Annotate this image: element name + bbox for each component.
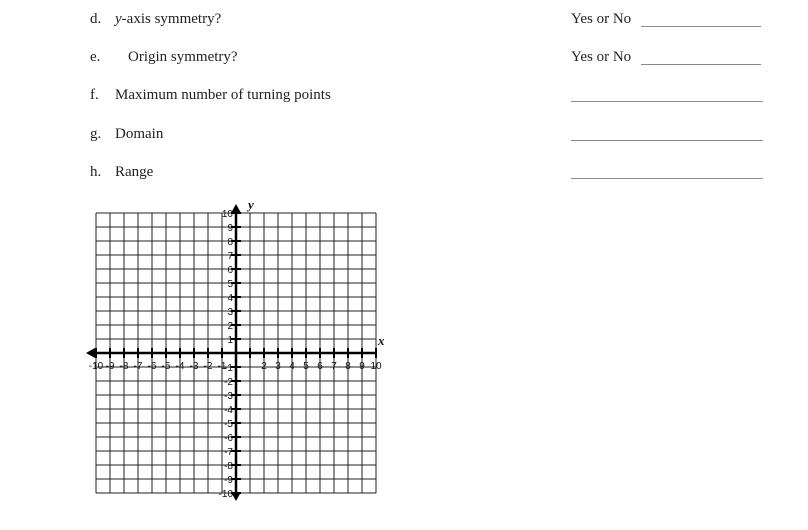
y-tick-label: 9 [227, 223, 233, 234]
question-letter: h. [90, 164, 102, 180]
y-tick-label: 2 [227, 321, 233, 332]
question-text-body: Maximum number of turning points [115, 87, 331, 103]
x-axis-arrow-left [86, 348, 95, 358]
x-tick-label: -10 [88, 361, 104, 372]
y-tick-label: -4 [224, 405, 233, 416]
x-tick-label: 5 [303, 361, 309, 372]
x-tick-label: 6 [317, 361, 323, 372]
y-tick-label: -7 [224, 447, 233, 458]
y-tick-label: -8 [224, 461, 233, 472]
x-tick-label: 10 [370, 361, 382, 372]
x-tick-label: -9 [105, 361, 115, 372]
y-axis-label: y [248, 197, 254, 212]
x-tick-label: -2 [203, 361, 213, 372]
x-tick-label: 9 [359, 361, 365, 372]
question-letter: e. [90, 49, 101, 65]
y-tick-label: 5 [227, 279, 233, 290]
x-tick-label: 7 [331, 361, 337, 372]
x-tick-label: -6 [147, 361, 157, 372]
y-tick-label: -3 [224, 391, 233, 402]
question-text-body: Range [115, 164, 154, 180]
y-tick-label: 8 [227, 237, 233, 248]
y-tick-label: -2 [224, 377, 233, 388]
question-text-body: Origin symmetry? [128, 49, 238, 65]
y-tick-label: 7 [227, 251, 233, 262]
question-letter: g. [90, 126, 102, 142]
y-tick-label: 1 [227, 335, 233, 346]
y-tick-label: 3 [227, 307, 233, 318]
yes-no-label: Yes or No [571, 49, 632, 65]
y-tick-label: -1 [224, 363, 233, 374]
y-tick-label: 6 [227, 265, 233, 276]
x-axis-label: x [378, 333, 385, 348]
question-italic-var: y [115, 11, 122, 27]
x-tick-label: -8 [119, 361, 129, 372]
x-tick-label: 3 [275, 361, 281, 372]
x-tick-label: -1 [217, 361, 227, 372]
question-text-body: Domain [115, 126, 164, 142]
x-tick-label: 4 [289, 361, 295, 372]
question-text-body: -axis symmetry? [121, 11, 222, 27]
y-tick-label: -9 [224, 475, 233, 486]
y-tick-label: -5 [224, 419, 233, 430]
x-tick-label: -5 [161, 361, 171, 372]
y-tick-label: -6 [224, 433, 233, 444]
question-letter: d. [90, 11, 102, 27]
question-letter: f. [90, 87, 99, 103]
x-tick-label: 8 [345, 361, 351, 372]
y-tick-label: 10 [221, 209, 233, 220]
y-tick-label: -10 [218, 489, 233, 500]
y-tick-label: 4 [227, 293, 233, 304]
x-tick-label: -7 [133, 361, 143, 372]
yes-no-label: Yes or No [571, 11, 632, 27]
x-tick-label: -4 [175, 361, 185, 372]
x-tick-label: -3 [189, 361, 199, 372]
x-tick-label: 2 [261, 361, 267, 372]
